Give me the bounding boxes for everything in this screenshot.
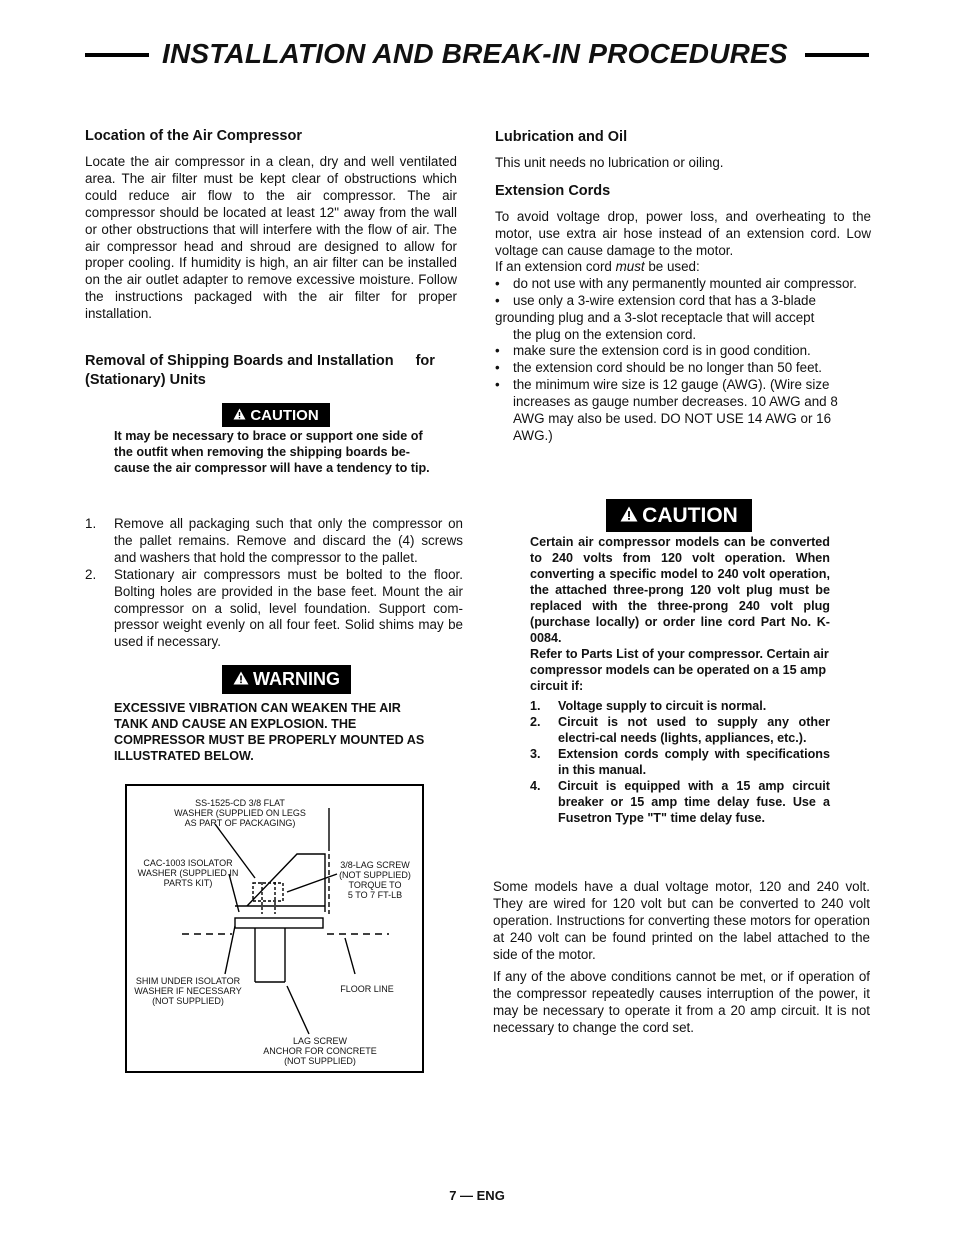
list-item: 4. Circuit is equipped with a 15 amp circuit breaker or 15 amp time delay fuse. Use a Fusetron Type "T" time delay fuse. (530, 779, 830, 825)
conditions-paragraph: If any of the above conditions cannot be met, or if operation of the compressor repeatedly causes interruption of the power, it may be necessary to operate it from a 20 amp circuit. It is not necessary to change the cord set. (493, 969, 870, 1035)
page-number: 7 — ENG (449, 1188, 505, 1203)
list-item: • the minimum wire size is 12 gauge (AWG). (Wire size increases as gauge number decreases. 10 AWG and 8 AWG may also be used. DO NOT USE 14 AWG or 16 AWG.) (495, 376, 838, 443)
warning-triangle-icon (233, 669, 249, 690)
caution-label-right: CAUTION (642, 503, 738, 527)
removal-heading-for: for (415, 353, 435, 369)
header-rule-right (805, 53, 869, 57)
floor-line-label: FLOOR LINE (340, 984, 394, 994)
lubrication-heading: Lubrication and Oil (495, 129, 628, 145)
grounding-line-2: the plug on the extension cord. (513, 327, 697, 342)
list-item: 1. Voltage supply to circuit is normal. (530, 699, 767, 713)
removal-heading (85, 352, 457, 390)
warning-triangle-icon (620, 504, 638, 528)
location-body: Locate the air compressor in a clean, dry and well ventilated area. The air filter must be kept clear of obstructions which could reduce air flow to the air compressor. The air compressor should be located at least 12" away from the wall or other obstructions that will interfere with the flow of air. The air compressor head and shroud are designed to allow for proper cooling. If humidity is high, an air filter can be installed on the air outlet adapter to remove excessive moisture. Follow the instructions packaged with the air filter for proper installation. (85, 154, 457, 322)
list-item: 1. Remove all packaging such that only the compressor on the pallet remains. Remove and discard the (4) screws and washers that hold the compressor to the pallet. (85, 516, 463, 565)
washer-label: SS-1525-CD 3/8 FLAT WASHER (SUPPLIED ON LEGS AS PART OF PACKAGING) (174, 798, 306, 828)
caution-text-left: It may be necessary to brace or support one side of the outfit when removing the shipping boards be-cause the air compressor will have a tendency to tip. (114, 429, 430, 475)
grounding-line: grounding plug and a 3-slot receptacle that will accept (495, 310, 815, 325)
caution-para-2: Refer to Parts List of your compressor. Certain air compressor models can be operated on a 15 amp circuit if: (530, 647, 829, 693)
warning-label: WARNING (253, 669, 340, 689)
shim-label: SHIM UNDER ISOLATOR WASHER IF NECESSARY (NOT SUPPLIED) (134, 976, 242, 1006)
caution-conditions (530, 698, 830, 826)
caution-badge-right (606, 499, 752, 532)
page-title: INSTALLATION AND BREAK-IN PROCEDURES (162, 38, 788, 69)
lag-screw-label: 3/8-LAG SCREW (NOT SUPPLIED) TORQUE TO 5 TO 7 FT-LB (339, 860, 411, 900)
list-item: • make sure the extension cord is in good condition. (495, 343, 811, 358)
caution-para-1: Certain air compressor models can be converted to 240 volts from 120 volt operation. When converting a specific model to 240 volt operation, the attached three-prong 120 volt plug must be replaced with the three-prong 240 volt plug (purchase locally) or order line cord Part No. K-0084. (530, 535, 830, 645)
list-item: • use only a 3-wire extension cord that has a 3-blade (495, 292, 816, 308)
warning-badge (222, 665, 351, 694)
list-item: • the extension cord should be no longer than 50 feet. (495, 359, 822, 375)
anchor-label: LAG SCREW ANCHOR FOR CONCRETE (NOT SUPPLIED) (263, 1036, 377, 1066)
list-item: • do not use with any permanently mounted air compressor. (495, 276, 857, 291)
removal-steps (85, 516, 463, 651)
extension-bullets (495, 276, 875, 310)
caution-badge-left (222, 403, 330, 427)
warning-text: EXCESSIVE VIBRATION CAN WEAKEN THE AIR TANK AND CAUSE AN EXPLOSION. THE COMPRESSOR MUST BE PROPERLY MOUNTED AS ILLUSTRATED BELOW. (114, 701, 425, 763)
removal-heading-line1: Removal of Shipping Boards and Installation (85, 353, 394, 369)
caution-label-left: CAUTION (250, 406, 319, 424)
location-heading: Location of the Air Compressor (85, 128, 302, 144)
extension-body: To avoid voltage drop, power loss, and overheating to the motor, use extra air hose instead of an extension cord. Low voltage can cause damage to the motor. (495, 209, 871, 258)
extension-heading: Extension Cords (495, 183, 611, 199)
warning-triangle-icon (233, 407, 246, 424)
list-item: 2. Stationary air compressors must be bolted to the floor. Bolting holes are provided in the base feet. Mount the air compressor on a solid, level foundation. Support com-pressor weight evenly on all four feet. Solid shims may be used if necessary. (85, 566, 463, 650)
header-rule-left (85, 53, 149, 57)
page-header (85, 38, 869, 78)
lubrication-body: This unit needs no lubrication or oiling. (495, 155, 724, 170)
extension-if-line: If an extension cord must be used: (495, 259, 700, 274)
mounting-diagram (125, 784, 424, 1073)
list-item: 2. Circuit is not used to supply any other electri-cal needs (lights, appliances, etc.). (530, 715, 830, 745)
list-item: 3. Extension cords comply with specifications in this manual. (530, 747, 830, 777)
isolator-label: CAC-1003 ISOLATOR WASHER (SUPPLIED IN PARTS KIT) (137, 858, 239, 888)
mounting-drawing (127, 786, 422, 1071)
dual-voltage-paragraph: Some models have a dual voltage motor, 120 and 240 volt. They are wired for 120 volt but can be converted to 240 volt operation. Instructions for converting these motors for operation at 240 volt can be found printed on the label attached to the side of the motor. (493, 879, 870, 962)
removal-heading-line2: (Stationary) Units (85, 372, 206, 388)
extension-bullets-2 (495, 343, 847, 444)
